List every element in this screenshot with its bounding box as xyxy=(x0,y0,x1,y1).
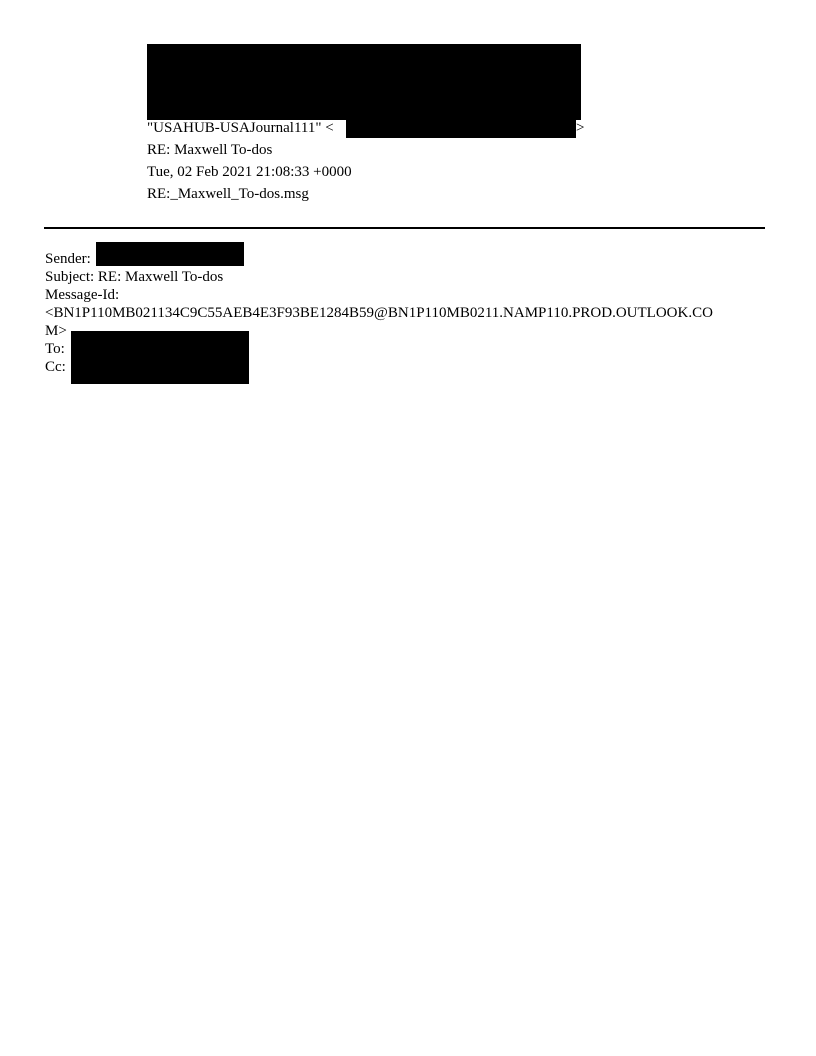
message-id-value-line2: M> xyxy=(45,323,67,339)
embedded-cc-line xyxy=(45,358,66,376)
bcc-value-prefix: "USAHUB-USAJournal111" < xyxy=(147,120,334,136)
sender-line xyxy=(45,250,91,268)
redaction-to-cc xyxy=(71,331,249,384)
redaction-sender xyxy=(96,242,244,266)
embedded-to-label: To: xyxy=(45,341,65,357)
message-id-value-line1: <BN1P110MB021134C9C55AEB4E3F93BE1284B59@BN1P110MB0211.NAMP110.PROD.OUTLOOK.CO xyxy=(45,305,713,321)
sender-label: Sender: xyxy=(45,251,91,267)
embedded-cc-label: Cc: xyxy=(45,359,66,375)
embedded-attachment-link[interactable]: RE:_Maxwell_To-dos.msg xyxy=(147,186,309,202)
date-value: Tue, 02 Feb 2021 21:08:33 +0000 xyxy=(147,164,352,180)
redaction-bcc-address xyxy=(346,120,576,138)
subject-value: RE: Maxwell To-dos xyxy=(147,142,273,158)
embedded-to-line xyxy=(45,340,65,358)
header-divider xyxy=(44,227,765,229)
embedded-subject-line: Subject: RE: Maxwell To-dos xyxy=(45,269,224,285)
bcc-value-suffix: > xyxy=(576,120,585,136)
redaction-from-to-cc xyxy=(147,44,581,120)
message-id-label: Message-Id: xyxy=(45,287,120,303)
